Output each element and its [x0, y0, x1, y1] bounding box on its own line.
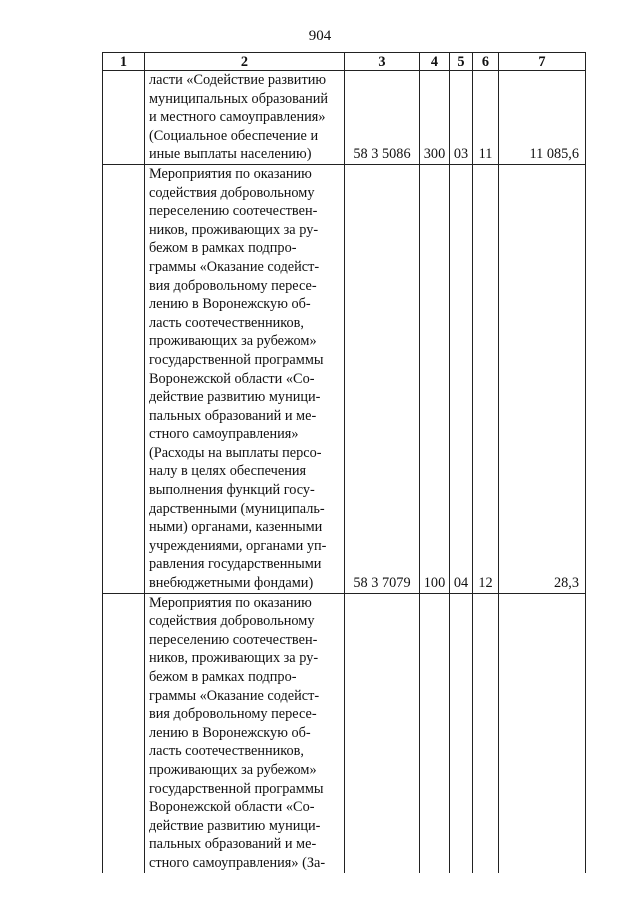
amount-cell: 28,3 [499, 164, 586, 593]
header-col-6: 6 [473, 53, 499, 71]
table-row [103, 71, 586, 165]
row-number-cell [103, 164, 145, 593]
subsection-cell: 11 [473, 71, 499, 165]
section-cell: 04 [450, 164, 473, 593]
header-col-1: 1 [103, 53, 145, 71]
row-number-cell [103, 593, 145, 872]
subsection-cell: 12 [473, 164, 499, 593]
description-cell: Мероприятия по оказанию содействия добровольному переселению соотечествен- ников, проживающих за ру- бежом в рамках подпро- граммы «Оказание содейст- вия добровольному пересе- лению в Воронежскую об- ласть соотечественников, проживающих за рубежом» государственной программы Воронежской области «Со- действие развитию муници- пальных образований и ме- стного самоуправления» (За- [145, 593, 345, 872]
target-code-cell: 58 3 7079 [345, 164, 420, 593]
table-row [103, 164, 586, 593]
amount-cell: 11 085,6 [499, 71, 586, 165]
target-code-cell [345, 593, 420, 872]
header-col-5: 5 [450, 53, 473, 71]
budget-table [102, 52, 586, 873]
target-code-cell: 58 3 5086 [345, 71, 420, 165]
header-row [103, 53, 586, 71]
page-number: 904 [308, 28, 332, 44]
expense-type-cell: 300 [420, 71, 450, 165]
header-col-2: 2 [145, 53, 345, 71]
header-col-7: 7 [499, 53, 586, 71]
row-number-cell [103, 71, 145, 165]
table-row [103, 593, 586, 872]
subsection-cell [473, 593, 499, 872]
section-cell: 03 [450, 71, 473, 165]
header-col-4: 4 [420, 53, 450, 71]
expense-type-cell: 100 [420, 164, 450, 593]
amount-cell [499, 593, 586, 872]
section-cell [450, 593, 473, 872]
expense-type-cell [420, 593, 450, 872]
description-cell: Мероприятия по оказанию содействия добровольному переселению соотечествен- ников, проживающих за ру- бежом в рамках подпро- граммы «Оказание содейст- вия добровольному пересе- лению в Воронежскую об- ласть соотечественников, проживающих за рубежом» государственной программы Воронежской области «Со- действие развитию муници- пальных образований и ме- стного самоуправления» (Расходы на выплаты персо- налу в целях обеспечения выполнения функций госу- дарственными (муниципаль- ными) органами, казенными учреждениями, органами уп- равления государственными внебюджетными фондами) [145, 164, 345, 593]
header-col-3: 3 [345, 53, 420, 71]
description-cell: ласти «Содействие развитию муниципальных образований и местного самоуправления» (Социальное обеспечение и иные выплаты населению) [145, 71, 345, 165]
